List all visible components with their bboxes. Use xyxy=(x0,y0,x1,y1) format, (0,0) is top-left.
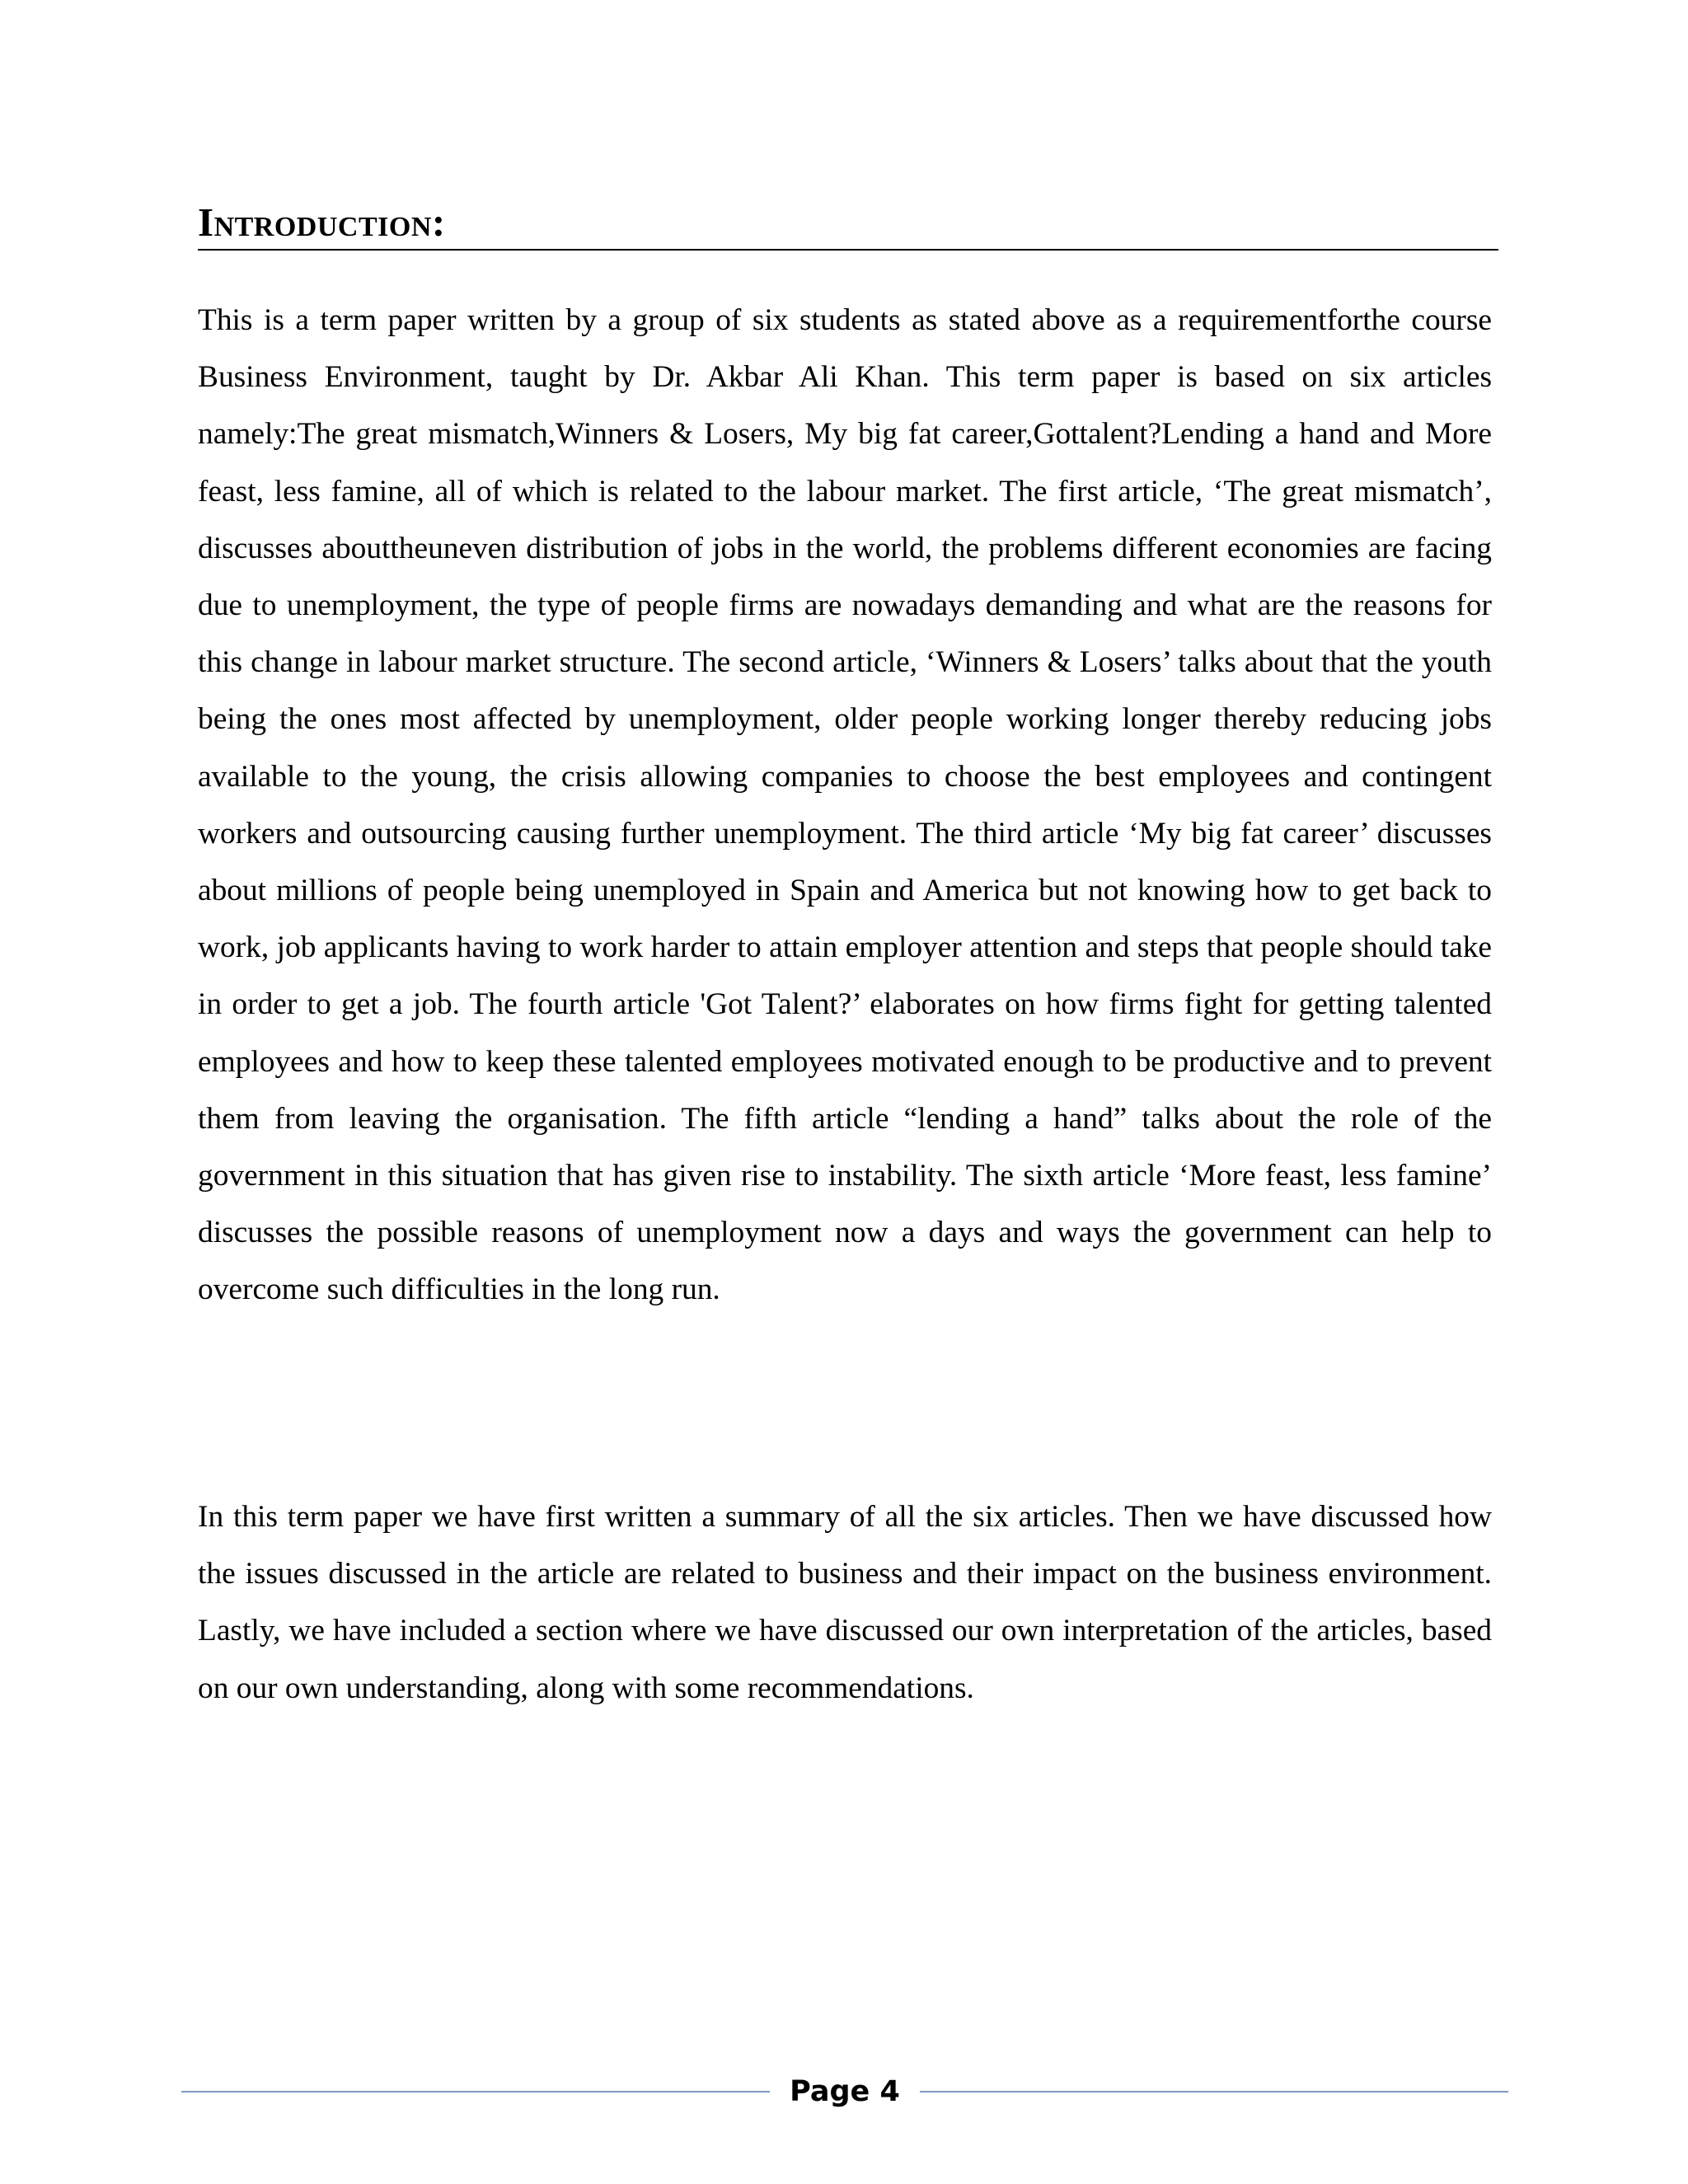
section-heading-text: Introduction: xyxy=(198,199,446,245)
section-heading xyxy=(198,198,1498,251)
body-paragraph: This is a term paper written by a group of six students as stated above as a requirementforthe course Business Environment, taught by Dr. Akbar Ali Khan. This term paper is based on six articles namely:The great mismatch,Winners & Losers, My big fat career,Gottalent?Lending a hand and More feast, less famine, all of which is related to the labour market. The first article, ‘The great mismatch’, discusses abouttheuneven distribution of jobs in the world, the problems different economies are facing due to unemployment, the type of people firms are nowadays demanding and what are the reasons for this change in labour market structure. The second article, ‘Winners & Losers’ talks about that the youth being the ones most affected by unemployment, older people working longer thereby reducing jobs available to the young, the crisis allowing companies to choose the best employees and contingent workers and outsourcing causing further unemployment. The third article ‘My big fat career’ discusses about millions of people being unemployed in Spain and America but not knowing how to get back to work, job applicants having to work harder to attain employer attention and steps that people should take in order to get a job. The fourth article 'Got Talent?’ elaborates on how firms fight for getting talented employees and how to keep these talented employees motivated enough to be productive and to prevent them from leaving the organisation. The fifth article “lending a hand” talks about the role of the government in this situation that has given rise to instability. The sixth article ‘More feast, less famine’ discusses the possible reasons of unemployment now a days and ways the government can help to overcome such difficulties in the long run. xyxy=(198,303,1492,1307)
page-number: Page 4 xyxy=(790,2075,900,2108)
body-paragraph: In this term paper we have first written a summary of all the six articles. Then we have discussed how the issues discussed in the article are related to business and their impact on the business environment. Lastly, we have included a section where we have discussed our own interpretation of the articles, based on our own understanding, along with some recommendations. xyxy=(198,1500,1492,1705)
page-footer xyxy=(181,2067,1508,2116)
footer-rule-left xyxy=(181,2091,770,2093)
footer-rule-right xyxy=(920,2091,1508,2093)
